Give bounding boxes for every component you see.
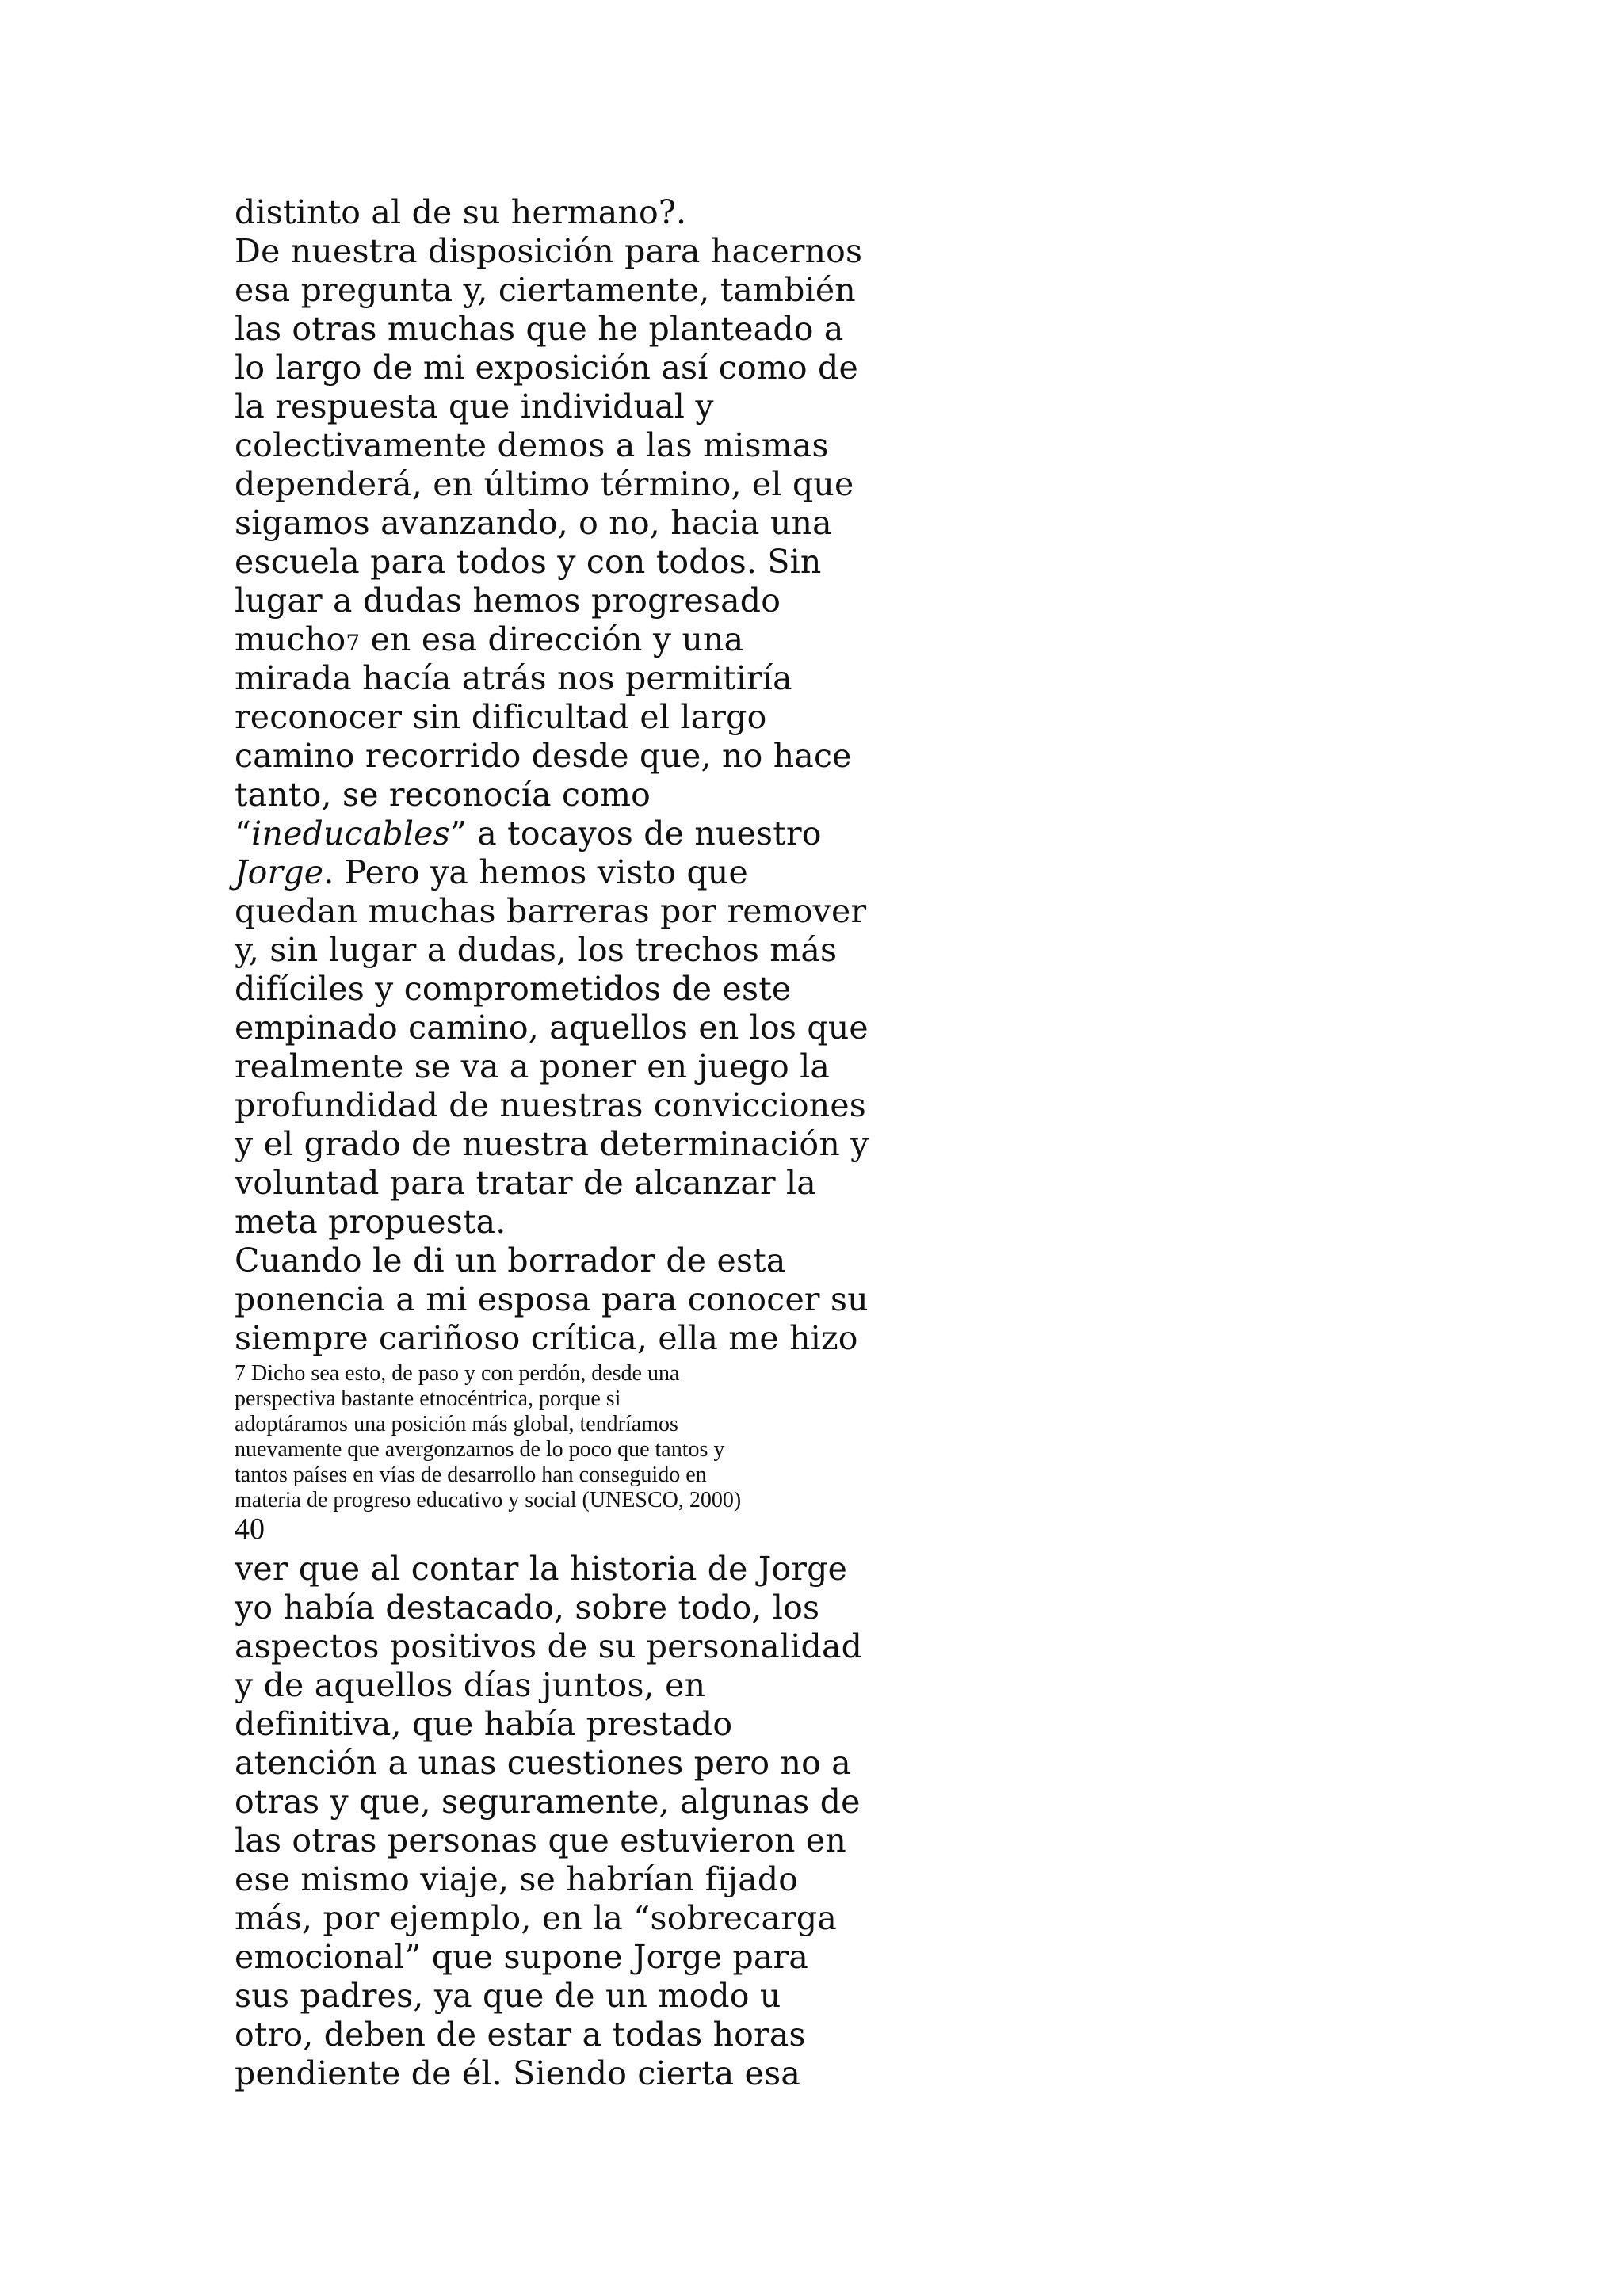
page-number: 40 (235, 1512, 265, 1546)
text-line: ver que al contar la historia de Jorge (235, 1550, 848, 1588)
text-segment: . Pero ya hemos visto que (323, 853, 748, 891)
text-segment: mucho (235, 620, 346, 658)
text-line: camino recorrido desde que, no hace (235, 737, 852, 775)
text-line: ese mismo viaje, se habrían fijado (235, 1860, 799, 1898)
text-segment: “ (235, 814, 252, 852)
footnote-reference[interactable]: 7 (346, 630, 361, 656)
footnote-line: adoptáramos una posición más global, tendríamos (235, 1412, 678, 1436)
text-line: la respuesta que individual y (235, 387, 714, 425)
text-line: empinado camino, aquellos en los que (235, 1009, 869, 1047)
footnote-number: 7 (235, 1361, 246, 1386)
footnote-line: perspectiva bastante etnocéntrica, porque si (235, 1386, 621, 1411)
italic-term: ineducables (251, 814, 450, 852)
text-segment: ” a tocayos de nuestro (449, 814, 822, 852)
text-line: lugar a dudas hemos progresado (235, 582, 781, 620)
text-line: pendiente de él. Siendo cierta esa (235, 2054, 800, 2092)
footnote-line: tantos países en vías de desarrollo han conseguido en (235, 1463, 707, 1487)
text-line: las otras personas que estuvieron en (235, 1821, 846, 1859)
text-line: definitiva, que había prestado (235, 1705, 733, 1743)
text-line: realmente se va a poner en juego la (235, 1047, 831, 1085)
text-line: sus padres, ya que de un modo u (235, 1977, 781, 2015)
text-line: voluntad para tratar de alcanzar la (235, 1164, 816, 1202)
body-text-top (235, 193, 1027, 1358)
text-line (235, 814, 1027, 853)
text-line: ponencia a mi esposa para conocer su (235, 1280, 869, 1318)
text-line: colectivamente demos a las mismas (235, 426, 829, 464)
text-line: meta propuesta. (235, 1203, 506, 1241)
text-line: lo largo de mi exposición así como de (235, 349, 858, 387)
text-line: yo había destacado, sobre todo, los (235, 1589, 820, 1627)
text-line: mirada hacía atrás nos permitiría (235, 659, 792, 697)
text-line: más, por ejemplo, en la “sobrecarga (235, 1899, 837, 1937)
text-line: Cuando le di un borrador de esta (235, 1241, 786, 1280)
text-line: dependerá, en último término, el que (235, 465, 854, 503)
text-line: atención a unas cuestiones pero no a (235, 1744, 851, 1782)
text-line: y de aquellos días juntos, en (235, 1666, 706, 1704)
text-line: escuela para todos y con todos. Sin (235, 543, 822, 581)
footnote-text: Dicho sea esto, de paso y con perdón, desde una (246, 1361, 680, 1386)
body-text-bottom (235, 1550, 1027, 2093)
text-line: esa pregunta y, ciertamente, también (235, 271, 856, 309)
text-line: tanto, se reconocía como (235, 776, 651, 814)
text-line-with-footnote-ref (235, 620, 1027, 659)
text-line: distinto al de su hermano?. (235, 193, 687, 231)
text-line: aspectos positivos de su personalidad (235, 1627, 863, 1665)
footnote-line: nuevamente que avergonzarnos de lo poco que tantos y (235, 1437, 725, 1462)
text-line: otras y que, seguramente, algunas de (235, 1783, 861, 1821)
footnote (235, 1361, 1027, 1513)
text-line: otro, deben de estar a todas horas (235, 2016, 806, 2054)
text-line: reconocer sin dificultad el largo (235, 698, 767, 736)
text-line: profundidad de nuestras convicciones (235, 1086, 867, 1124)
text-line: y el grado de nuestra determinación y (235, 1125, 869, 1163)
text-line: difíciles y comprometidos de este (235, 970, 792, 1008)
text-line: sigamos avanzando, o no, hacia una (235, 504, 832, 542)
text-line: De nuestra disposición para hacernos (235, 232, 863, 270)
text-line: emocional” que supone Jorge para (235, 1938, 808, 1976)
text-line: las otras muchas que he planteado a (235, 310, 844, 348)
text-line (235, 853, 1027, 892)
text-line: siempre cariñoso crítica, ella me hizo (235, 1319, 858, 1357)
footnote-line: materia de progreso educativo y social (UNESCO, 2000) (235, 1488, 742, 1512)
text-segment: en esa dirección y una (360, 620, 744, 658)
text-line: quedan muchas barreras por remover (235, 892, 867, 930)
footnote-line (235, 1361, 1027, 1386)
italic-name: Jorge (235, 853, 324, 891)
text-line: y, sin lugar a dudas, los trechos más (235, 931, 838, 969)
